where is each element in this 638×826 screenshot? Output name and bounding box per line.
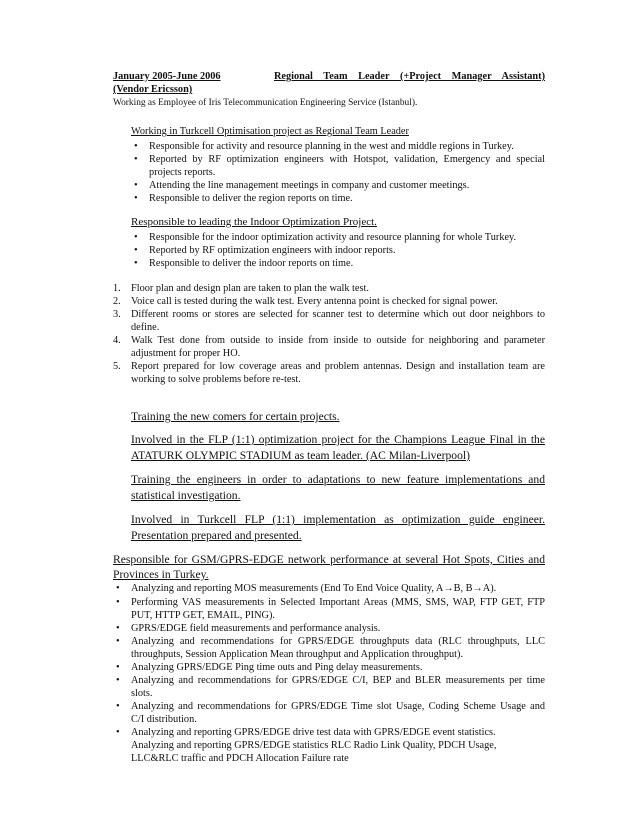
section1-item: Attending the line management meetings in company and customer meetings. <box>149 180 470 191</box>
list-number: 3. <box>113 309 121 320</box>
section2-item: Responsible to deliver the indoor reports on time. <box>149 258 354 269</box>
section2-item: Reported by RF optimization engineers with indoor reports. <box>149 245 396 256</box>
job-role: Regional Team Leader (+Project Manager Assistant) <box>274 71 545 82</box>
gprs-item-cont: Analyzing and reporting GPRS/EDGE statistics RLC Radio Link Quality, PDCH Usage, <box>131 740 497 751</box>
gprs-item: Performing VAS measurements in Selected Important Areas (MMS, SMS, WAP, FTP GET, FTP <box>131 597 545 608</box>
numbered-item: Voice call is tested during the walk test. Every antenna point is checked for signal power. <box>131 296 498 307</box>
bullet-icon: • <box>134 232 138 243</box>
highlight-flp-cont: ATATURK OLYMPIC STADIUM as team leader. (AC Milan-Liverpool) <box>131 449 470 462</box>
gprs-item: Analyzing and recommendations for GPRS/EDGE throughputs data (RLC throughputs, LLC <box>131 636 545 647</box>
highlight-turkcell-flp: Involved in Turkcell FLP (1:1) implementation as optimization guide engineer. <box>131 513 545 526</box>
list-number: 5. <box>113 361 121 372</box>
list-number: 4. <box>113 335 121 346</box>
bullet-icon: • <box>116 727 120 738</box>
numbered-item-cont: adjustment for proper HO. <box>131 348 241 359</box>
numbered-item: Floor plan and design plan are taken to plan the walk test. <box>131 283 369 294</box>
job-dates: January 2005-June 2006 <box>113 71 221 82</box>
gprs-item-cont: throughputs, Session Application Mean throughput and Application throughput). <box>131 649 464 660</box>
list-number: 1. <box>113 283 121 294</box>
gprs-item: Analyzing and reporting MOS measurements (End To End Voice Quality, A→B, B→A). <box>131 583 497 594</box>
bullet-icon: • <box>134 154 138 165</box>
section1-item: Responsible to deliver the region reports on time. <box>149 193 353 204</box>
gprs-item-cont: LLC&RLC traffic and PDCH Allocation Failure rate <box>131 753 349 764</box>
bullet-icon: • <box>134 180 138 191</box>
vendor-line: (Vendor Ericsson) <box>113 84 193 95</box>
list-number: 2. <box>113 296 121 307</box>
section1-item-cont: projects reports. <box>149 167 216 178</box>
section1-title: Working in Turkcell Optimisation project as Regional Team Leader <box>131 126 409 137</box>
highlight-training-engineers: Training the engineers in order to adaptations to new feature implementations and <box>131 473 545 486</box>
bullet-icon: • <box>134 193 138 204</box>
gprs-item: Analyzing and reporting GPRS/EDGE drive test data with GPRS/EDGE event statistics. <box>131 727 496 738</box>
bullet-icon: • <box>134 258 138 269</box>
section1-item: Responsible for activity and resource planning in the west and middle regions in Turkey. <box>149 141 514 152</box>
highlight-flp: Involved in the FLP (1:1) optimization project for the Champions League Final in the <box>131 433 545 446</box>
bullet-icon: • <box>134 141 138 152</box>
employer-line: Working as Employee of Iris Telecommunication Engineering Service (Istanbul). <box>113 98 418 108</box>
bullet-icon: • <box>134 245 138 256</box>
bullet-icon: • <box>116 583 120 594</box>
bullet-icon: • <box>116 636 120 647</box>
gprs-title-cont: Provinces in Turkey. <box>113 568 209 581</box>
gprs-item: Analyzing GPRS/EDGE Ping time outs and Ping delay measurements. <box>131 662 423 673</box>
gprs-item-cont: C/I distribution. <box>131 714 197 725</box>
gprs-item: Analyzing and recommendations for GPRS/EDGE C/I, BEP and BLER measurements per time <box>131 675 545 686</box>
section1-item: Reported by RF optimization engineers with Hotspot, validation, Emergency and special <box>149 154 545 165</box>
gprs-title: Responsible for GSM/GPRS-EDGE network performance at several Hot Spots, Cities and <box>113 553 545 566</box>
numbered-item: Walk Test done from outside to inside from inside to outside for neighboring and parameter <box>131 335 545 346</box>
highlight-training: Training the new comers for certain projects. <box>131 410 340 423</box>
section2-item: Responsible for the indoor optimization activity and resource planning for whole Turkey. <box>149 232 517 243</box>
gprs-item: Analyzing and recommendations for GPRS/EDGE Time slot Usage, Coding Scheme Usage and <box>131 701 545 712</box>
highlight-training-engineers-cont: statistical investigation. <box>131 489 241 502</box>
bullet-icon: • <box>116 701 120 712</box>
bullet-icon: • <box>116 597 120 608</box>
numbered-item: Different rooms or stores are selected for scanner test to determine which out door neighbors to <box>131 309 545 320</box>
gprs-item: GPRS/EDGE field measurements and performance analysis. <box>131 623 381 634</box>
highlight-turkcell-flp-cont: Presentation prepared and presented. <box>131 529 302 542</box>
numbered-item-cont: working to solve problems before re-test. <box>131 374 301 385</box>
gprs-item-cont: PUT, HTTP GET, EMAIL, PING). <box>131 610 275 621</box>
bullet-icon: • <box>116 662 120 673</box>
section2-title: Responsible to leading the Indoor Optimization Project. <box>131 216 377 228</box>
bullet-icon: • <box>116 623 120 634</box>
gprs-item-cont: slots. <box>131 688 153 699</box>
numbered-item-cont: define. <box>131 322 160 333</box>
bullet-icon: • <box>116 675 120 686</box>
numbered-item: Report prepared for low coverage areas and problem antennas. Design and installation team are <box>131 361 545 372</box>
